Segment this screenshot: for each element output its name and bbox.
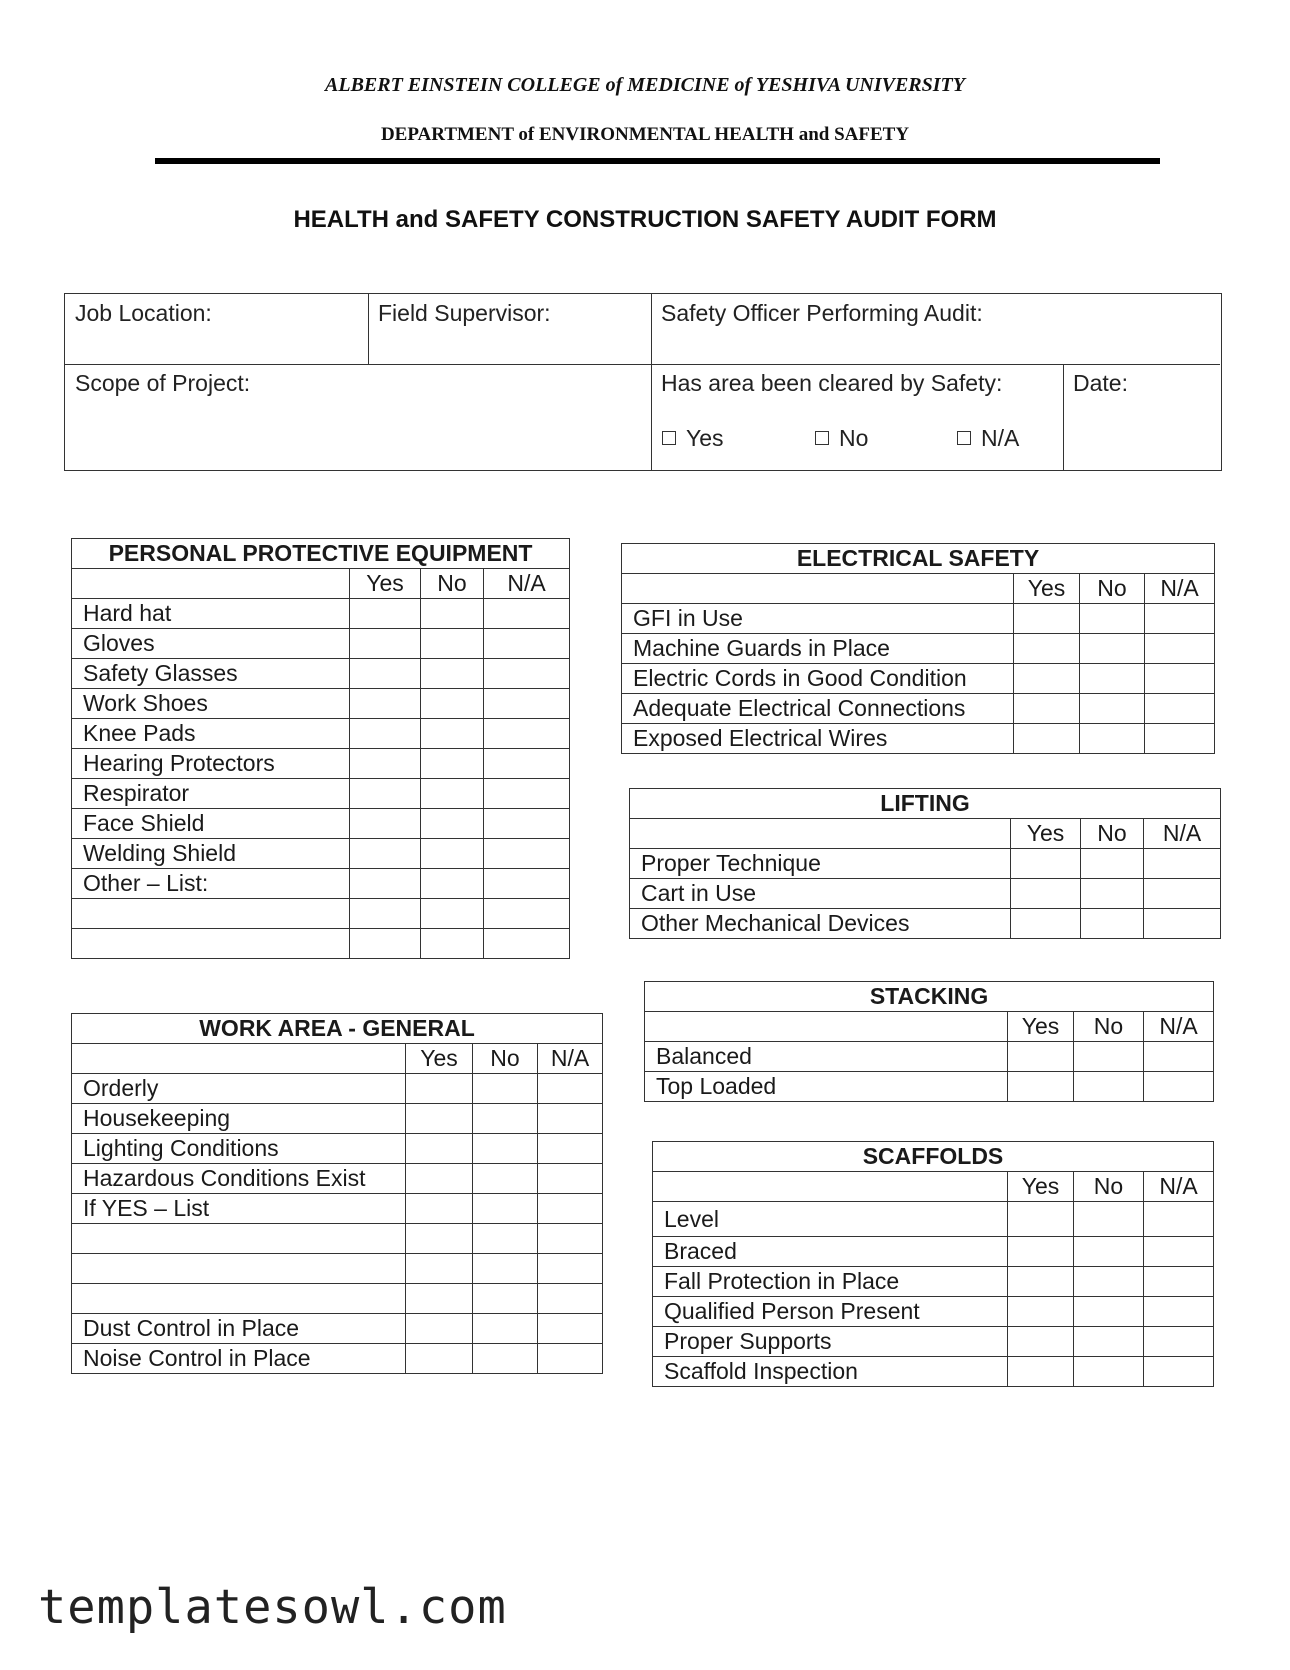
check-cell-na[interactable] [538,1224,603,1254]
checklist-item-label[interactable] [72,899,350,929]
check-cell-yes[interactable] [350,869,421,899]
checklist-row [72,929,570,959]
check-cell-no[interactable] [1080,724,1145,754]
scaffolds-section-title: SCAFFOLDS [653,1142,1214,1172]
checklist-row [72,1344,603,1374]
check-cell-na[interactable] [1145,664,1215,694]
checkbox-icon [815,431,829,445]
check-cell-yes[interactable] [406,1224,473,1254]
info-block [64,293,1222,471]
check-cell-yes[interactable] [350,719,421,749]
checklist-item-label[interactable] [72,929,350,959]
checklist-item-label: Balanced [645,1042,1008,1072]
check-cell-yes[interactable] [350,839,421,869]
check-cell-yes[interactable] [406,1104,473,1134]
cleared-yes-option[interactable]: Yes [662,425,724,452]
checklist-item-label: Work Shoes [72,689,350,719]
checklist-item-label: Face Shield [72,809,350,839]
check-cell-na[interactable] [484,629,570,659]
check-cell-no[interactable] [1074,1357,1144,1387]
check-cell-yes[interactable] [406,1254,473,1284]
checklist-item-label: Other – List: [72,869,350,899]
check-cell-yes[interactable] [1011,879,1081,909]
check-cell-no[interactable] [473,1254,538,1284]
column-header-no: No [421,569,484,599]
checklist-row [72,749,570,779]
check-cell-no[interactable] [473,1074,538,1104]
check-cell-na[interactable] [1144,1297,1214,1327]
check-cell-yes[interactable] [1011,849,1081,879]
checklist-item-label: Electric Cords in Good Condition [622,664,1014,694]
checklist-row [72,659,570,689]
date-field[interactable] [1063,364,1220,470]
checklist-item-label: Other Mechanical Devices [630,909,1011,939]
checklist-row [72,1164,603,1194]
check-cell-na[interactable] [538,1284,603,1314]
check-cell-yes[interactable] [1014,634,1080,664]
checklist-row [622,604,1215,634]
checklist-row [653,1237,1214,1267]
checklist-row [72,1284,603,1314]
check-cell-no[interactable] [473,1104,538,1134]
check-cell-na[interactable] [538,1194,603,1224]
header-blank-cell [72,569,350,599]
checklist-item-label[interactable] [72,1254,406,1284]
check-cell-no[interactable] [473,1224,538,1254]
check-cell-na[interactable] [484,779,570,809]
checklist-row [630,909,1221,939]
check-cell-no[interactable] [1080,694,1145,724]
check-cell-no[interactable] [1074,1042,1144,1072]
check-cell-no[interactable] [1074,1237,1144,1267]
checklist-item-label: Hard hat [72,599,350,629]
check-cell-na[interactable] [1144,1357,1214,1387]
check-cell-no[interactable] [1081,849,1144,879]
checklist-row [72,599,570,629]
check-cell-na[interactable] [1145,604,1215,634]
check-cell-na[interactable] [538,1164,603,1194]
checklist-item-label: Safety Glasses [72,659,350,689]
scope-field[interactable] [65,364,651,470]
date-label: Date: [1073,370,1128,396]
check-cell-na[interactable] [484,599,570,629]
checklist-item-label: Qualified Person Present [653,1297,1008,1327]
electrical-section-title: ELECTRICAL SAFETY [622,544,1215,574]
check-cell-no[interactable] [1074,1202,1144,1237]
header-blank-cell [622,574,1014,604]
check-cell-na[interactable] [538,1314,603,1344]
check-cell-no[interactable] [421,719,484,749]
check-cell-yes[interactable] [350,749,421,779]
checklist-row [72,1134,603,1164]
scaffolds-table [652,1141,1214,1387]
check-cell-no[interactable] [1080,664,1145,694]
checklist-row [72,1254,603,1284]
check-cell-na[interactable] [1144,909,1221,939]
check-cell-yes[interactable] [1008,1202,1074,1237]
checklist-item-label: Level [653,1202,1008,1237]
column-header-no: No [1074,1012,1144,1042]
checkbox-icon [662,431,676,445]
stacking-table [644,981,1214,1102]
check-cell-no[interactable] [1081,879,1144,909]
check-cell-yes[interactable] [1014,664,1080,694]
checkbox-icon [957,431,971,445]
cleared-na-option[interactable]: N/A [957,425,1019,452]
column-header-yes: Yes [1008,1012,1074,1042]
check-cell-yes[interactable] [350,659,421,689]
column-header-no: No [1081,819,1144,849]
cleared-no-option[interactable]: No [815,425,868,452]
watermark: templatesowl.com [38,1580,507,1635]
checklist-row [72,1314,603,1344]
checklist-item-label: Proper Supports [653,1327,1008,1357]
checklist-row [653,1297,1214,1327]
check-cell-yes[interactable] [406,1164,473,1194]
column-header-na: N/A [1145,574,1215,604]
checklist-row [72,1074,603,1104]
checklist-item-label: Knee Pads [72,719,350,749]
checklist-item-label: Proper Technique [630,849,1011,879]
check-cell-no[interactable] [1074,1267,1144,1297]
checklist-row [645,1042,1214,1072]
check-cell-no[interactable] [421,839,484,869]
checklist-item-label: Dust Control in Place [72,1314,406,1344]
column-header-no: No [473,1044,538,1074]
check-cell-no[interactable] [473,1284,538,1314]
checklist-item-label: Fall Protection in Place [653,1267,1008,1297]
checklist-row [72,1194,603,1224]
work-area-section-title: WORK AREA - GENERAL [72,1014,603,1044]
header-blank-cell [72,1044,406,1074]
check-cell-no[interactable] [473,1314,538,1344]
column-header-na: N/A [1144,1012,1214,1042]
checklist-item-label: Gloves [72,629,350,659]
check-cell-yes[interactable] [1014,604,1080,634]
check-cell-na[interactable] [484,659,570,689]
checklist-item-label: Machine Guards in Place [622,634,1014,664]
header-blank-cell [630,819,1011,849]
checklist-item-label: GFI in Use [622,604,1014,634]
check-cell-na[interactable] [484,929,570,959]
checklist-row [622,724,1215,754]
checklist-item-label: Top Loaded [645,1072,1008,1102]
checklist-row [72,1224,603,1254]
check-cell-na[interactable] [1144,1237,1214,1267]
column-header-no: No [1074,1172,1144,1202]
check-cell-no[interactable] [1074,1327,1144,1357]
check-cell-yes[interactable] [1008,1267,1074,1297]
checklist-item-label: Orderly [72,1074,406,1104]
check-cell-no[interactable] [421,749,484,779]
checklist-item-label: Exposed Electrical Wires [622,724,1014,754]
check-cell-na[interactable] [1144,1202,1214,1237]
check-cell-no[interactable] [1080,634,1145,664]
check-cell-yes[interactable] [406,1074,473,1104]
lifting-section-title: LIFTING [630,789,1221,819]
checklist-row [653,1357,1214,1387]
ppe-section-title: PERSONAL PROTECTIVE EQUIPMENT [72,539,570,569]
checklist-row [622,694,1215,724]
check-cell-yes[interactable] [1008,1042,1074,1072]
job-location-field[interactable] [65,294,368,364]
check-cell-yes[interactable] [1008,1297,1074,1327]
ppe-table [71,538,570,959]
check-cell-na[interactable] [1145,724,1215,754]
lifting-table [629,788,1221,939]
check-cell-na[interactable] [538,1254,603,1284]
cleared-question: Has area been cleared by Safety: [661,370,1003,396]
check-cell-no[interactable] [421,629,484,659]
field-supervisor-field[interactable] [368,294,651,364]
checklist-row [72,779,570,809]
department-name: DEPARTMENT of ENVIRONMENTAL HEALTH and SAFETY [380,124,910,145]
check-cell-na[interactable] [1144,1327,1214,1357]
check-cell-yes[interactable] [350,599,421,629]
checklist-item-label: Noise Control in Place [72,1344,406,1374]
check-cell-na[interactable] [1144,1042,1214,1072]
check-cell-no[interactable] [1080,604,1145,634]
check-cell-no[interactable] [1074,1072,1144,1102]
check-cell-na[interactable] [538,1344,603,1374]
electrical-safety-table [621,543,1215,754]
column-header-na: N/A [538,1044,603,1074]
checklist-row [72,629,570,659]
check-cell-na[interactable] [484,689,570,719]
column-header-yes: Yes [1014,574,1080,604]
check-cell-yes[interactable] [1008,1237,1074,1267]
safety-officer-field[interactable] [651,294,1220,364]
checklist-row [72,689,570,719]
job-location-label: Job Location: [75,300,212,326]
check-cell-no[interactable] [473,1134,538,1164]
checklist-item-label: Lighting Conditions [72,1134,406,1164]
checklist-item-label: Housekeeping [72,1104,406,1134]
checklist-item-label: Hazardous Conditions Exist [72,1164,406,1194]
checklist-item-label: Cart in Use [630,879,1011,909]
checklist-item-label: Scaffold Inspection [653,1357,1008,1387]
checklist-item-label: If YES – List [72,1194,406,1224]
checklist-row [630,879,1221,909]
check-cell-yes[interactable] [406,1134,473,1164]
checklist-item-label[interactable] [72,1284,406,1314]
checklist-row [653,1267,1214,1297]
check-cell-na[interactable] [1145,634,1215,664]
check-cell-yes[interactable] [1011,909,1081,939]
safety-officer-label: Safety Officer Performing Audit: [661,300,983,326]
checklist-row [645,1072,1214,1102]
check-cell-yes[interactable] [406,1344,473,1374]
column-header-yes: Yes [1008,1172,1074,1202]
check-cell-no[interactable] [473,1164,538,1194]
header-rule [155,158,1160,164]
column-header-yes: Yes [350,569,421,599]
check-cell-na[interactable] [1144,1267,1214,1297]
checklist-row [653,1202,1214,1237]
column-header-no: No [1080,574,1145,604]
check-cell-yes[interactable] [1008,1357,1074,1387]
check-cell-yes[interactable] [350,929,421,959]
checklist-row [72,1104,603,1134]
checklist-row [630,849,1221,879]
checklist-item-label[interactable] [72,1224,406,1254]
checklist-item-label: Braced [653,1237,1008,1267]
check-cell-na[interactable] [484,719,570,749]
check-cell-yes[interactable] [1014,724,1080,754]
column-header-na: N/A [1144,819,1221,849]
check-cell-yes[interactable] [1008,1072,1074,1102]
check-cell-na[interactable] [484,749,570,779]
check-cell-no[interactable] [1081,909,1144,939]
check-cell-yes[interactable] [406,1194,473,1224]
checklist-row [72,839,570,869]
checklist-row [72,869,570,899]
check-cell-yes[interactable] [350,779,421,809]
checklist-row [622,664,1215,694]
check-cell-no[interactable] [421,659,484,689]
check-cell-yes[interactable] [1014,694,1080,724]
check-cell-na[interactable] [1144,849,1221,879]
form-title: HEALTH and SAFETY CONSTRUCTION SAFETY AUDIT FORM [293,206,997,233]
check-cell-yes[interactable] [1008,1327,1074,1357]
check-cell-no[interactable] [421,869,484,899]
check-cell-no[interactable] [421,779,484,809]
check-cell-no[interactable] [421,689,484,719]
work-area-table [71,1013,603,1374]
check-cell-na[interactable] [1144,1072,1214,1102]
checklist-row [72,899,570,929]
check-cell-yes[interactable] [350,689,421,719]
check-cell-na[interactable] [1145,694,1215,724]
checklist-row [653,1327,1214,1357]
scope-label: Scope of Project: [75,370,251,396]
header-blank-cell [645,1012,1008,1042]
check-cell-no[interactable] [1074,1297,1144,1327]
check-cell-no[interactable] [421,899,484,929]
check-cell-na[interactable] [538,1134,603,1164]
check-cell-no[interactable] [473,1194,538,1224]
check-cell-na[interactable] [1144,879,1221,909]
stacking-section-title: STACKING [645,982,1214,1012]
checklist-item-label: Hearing Protectors [72,749,350,779]
check-cell-no[interactable] [421,599,484,629]
check-cell-na[interactable] [538,1074,603,1104]
check-cell-yes[interactable] [350,629,421,659]
column-header-yes: Yes [1011,819,1081,849]
column-header-na: N/A [1144,1172,1214,1202]
check-cell-na[interactable] [538,1104,603,1134]
column-header-yes: Yes [406,1044,473,1074]
checklist-row [622,634,1215,664]
column-header-na: N/A [484,569,570,599]
checklist-item-label: Respirator [72,779,350,809]
check-cell-no[interactable] [473,1344,538,1374]
check-cell-na[interactable] [484,809,570,839]
check-cell-yes[interactable] [350,809,421,839]
checklist-item-label: Welding Shield [72,839,350,869]
check-cell-no[interactable] [421,809,484,839]
field-supervisor-label: Field Supervisor: [378,300,551,326]
check-cell-na[interactable] [484,869,570,899]
check-cell-yes[interactable] [350,899,421,929]
check-cell-yes[interactable] [406,1314,473,1344]
check-cell-no[interactable] [421,929,484,959]
institution-name: ALBERT EINSTEIN COLLEGE of MEDICINE of YESHIVA UNIVERSITY [325,74,965,96]
header-blank-cell [653,1172,1008,1202]
checklist-item-label: Adequate Electrical Connections [622,694,1014,724]
check-cell-yes[interactable] [406,1284,473,1314]
check-cell-na[interactable] [484,899,570,929]
check-cell-na[interactable] [484,839,570,869]
checklist-row [72,809,570,839]
checklist-row [72,719,570,749]
